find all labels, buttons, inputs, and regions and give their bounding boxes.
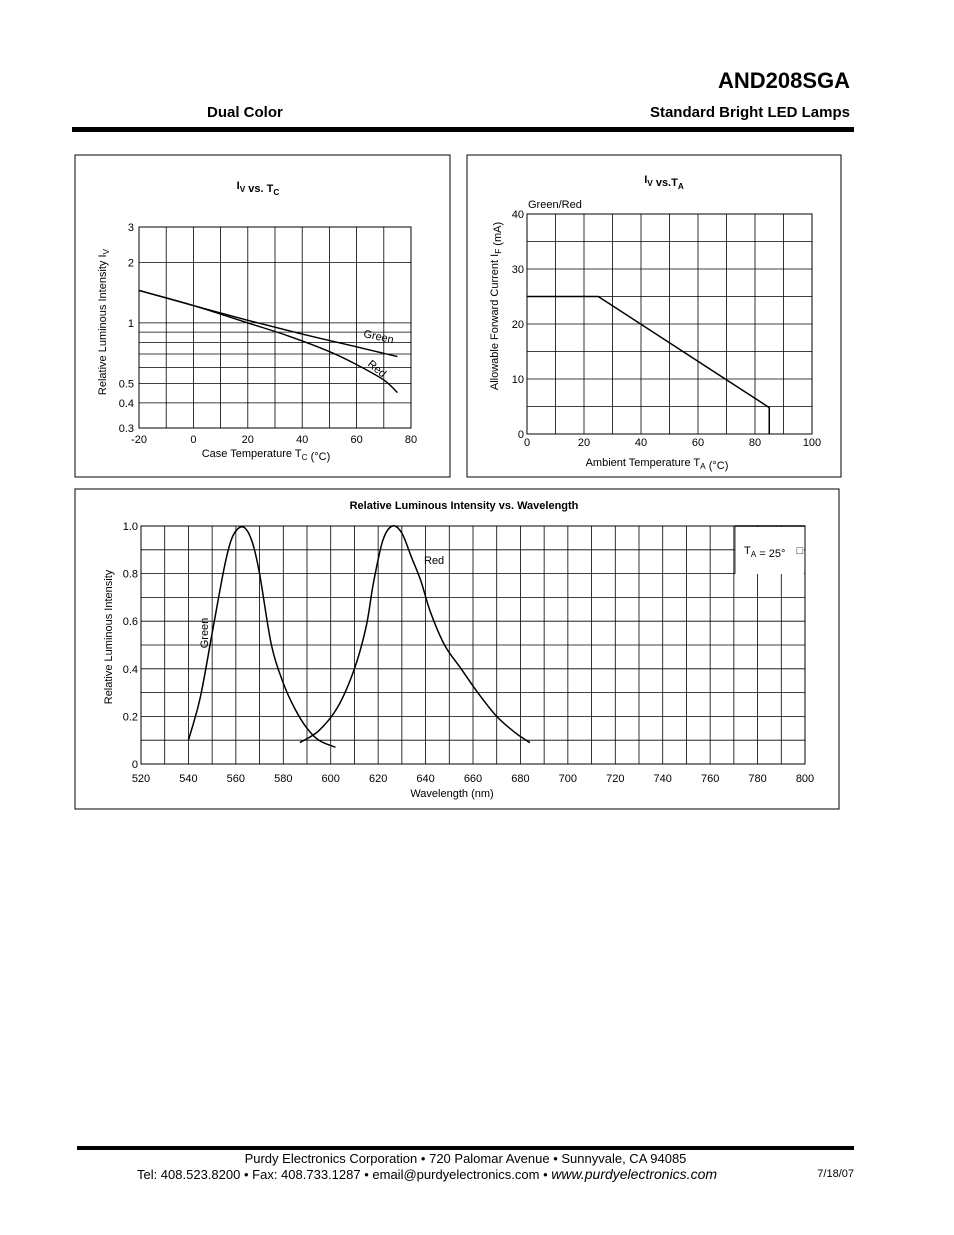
footer-company: Purdy Electronics Corporation: [244, 1151, 418, 1166]
footer-date: 7/18/07: [817, 1168, 854, 1180]
x-tick-label: -20: [131, 434, 147, 446]
y-tick-label: 2: [127, 257, 134, 270]
y-tick-label: 0.4: [122, 663, 138, 676]
x-tick-label: 680: [511, 773, 530, 785]
series-line-red: [139, 290, 397, 392]
y-tick-label: 0: [517, 429, 524, 441]
y-axis-label-sub: V: [102, 248, 111, 255]
chart-title: [237, 180, 280, 197]
chart-iv-vs-wavelength: [75, 489, 839, 809]
series-label-red: Red: [365, 358, 389, 381]
x-tick-label: 40: [634, 437, 648, 449]
footer-city: Sunnyvale, CA 94085: [561, 1151, 687, 1166]
x-axis-label-part: (°C): [307, 451, 331, 463]
y-axis-label: Relative Luminous Intensity: [103, 569, 115, 705]
footer-fax: Fax: 408.733.1287: [252, 1167, 361, 1182]
x-tick-label: 580: [274, 773, 293, 785]
x-tick-label: 80: [748, 437, 762, 449]
series-label-green-red: Green/Red: [528, 199, 582, 211]
chart-title-sub: V: [647, 179, 653, 188]
x-axis-label-part: Case Temperature T: [201, 448, 302, 460]
chart-title-sub: C: [273, 188, 280, 197]
x-tick-label: 780: [748, 773, 767, 785]
y-axis-label-part: (mA): [492, 221, 504, 249]
x-tick-label: 40: [296, 434, 309, 446]
y-axis-label: [489, 222, 504, 390]
annotation-temperature: [744, 545, 785, 560]
y-tick-label: 40: [511, 209, 524, 221]
chart-iv-vs-ta: [467, 155, 841, 477]
x-axis-label-part: Ambient Temperature T: [585, 457, 701, 469]
footer-line-2: [77, 1166, 777, 1182]
x-tick-label: 20: [577, 437, 591, 449]
x-tick-label: 560: [226, 773, 246, 785]
x-tick-label: 60: [691, 437, 705, 449]
chart-frame: [75, 489, 839, 809]
y-tick-label: 3: [127, 222, 134, 234]
x-tick-label: 720: [606, 773, 625, 785]
y-tick-label: 0: [131, 759, 138, 771]
x-tick-label: 600: [321, 773, 340, 785]
chart-title-part: I: [236, 180, 240, 192]
footer-separator: •: [543, 1167, 548, 1182]
x-tick-label: 700: [558, 773, 578, 785]
annotation-temperature-part: = 25°: [756, 548, 786, 560]
footer-separator: •: [553, 1151, 558, 1166]
footer-separator: •: [364, 1167, 369, 1182]
y-tick-label: 0.6: [122, 616, 138, 629]
footer-email[interactable]: email@purdyelectronics.com: [372, 1167, 540, 1182]
series-line-red: [300, 526, 530, 743]
x-tick-label: 800: [795, 773, 815, 785]
annotation-symbol: □: [796, 545, 804, 557]
y-tick-label: 0.3: [118, 423, 134, 435]
chart-title: [644, 174, 684, 191]
y-tick-label: 20: [511, 319, 524, 331]
x-axis-label: Wavelength (nm): [410, 788, 494, 800]
x-tick-label: 20: [241, 434, 254, 446]
series-label-red: Red: [424, 555, 445, 567]
y-tick-label: 0.4: [118, 397, 134, 410]
y-tick-label: 1: [127, 317, 134, 330]
series-line-green-red: [527, 297, 769, 435]
x-tick-label: 80: [404, 434, 418, 446]
footer-line-1: [77, 1151, 854, 1166]
y-tick-label: 0.8: [122, 568, 138, 581]
x-axis-label-sub: C: [301, 453, 308, 462]
y-tick-label: 0.5: [118, 378, 134, 391]
x-tick-label: 640: [416, 773, 435, 785]
footer-website-link[interactable]: www.purdyelectronics.com: [551, 1166, 718, 1182]
footer-address: 720 Palomar Avenue: [429, 1151, 550, 1166]
part-number: AND208SGA: [717, 68, 850, 93]
x-axis-label-part: (°C): [705, 460, 729, 472]
x-tick-label: 60: [350, 434, 363, 446]
y-axis-label-part: Relative Luminous Intensity I: [97, 254, 109, 396]
chart-title-part: vs. T: [245, 183, 274, 195]
footer-separator: •: [420, 1151, 426, 1166]
x-tick-label: 540: [179, 773, 198, 785]
chart-title-sub: A: [677, 182, 684, 191]
y-tick-label: 1.0: [122, 521, 138, 533]
y-axis-label-part: Allowable Forward Current I: [489, 253, 501, 391]
subtitle-right: Standard Bright LED Lamps: [649, 104, 850, 121]
footer-rule: [77, 1146, 854, 1150]
x-axis-label-sub: A: [700, 462, 706, 471]
y-tick-label: 10: [511, 374, 524, 386]
x-tick-label: 520: [131, 773, 151, 785]
series-label-green: Green: [199, 617, 211, 649]
y-tick-label: 0.2: [122, 711, 138, 724]
y-tick-label: 30: [511, 264, 524, 276]
y-axis-label: [97, 248, 111, 395]
subtitle-left: Dual Color: [207, 104, 283, 121]
x-axis-label: [202, 448, 331, 463]
x-tick-label: 740: [653, 773, 672, 785]
annotation-temperature-sub: A: [750, 550, 757, 559]
chart-title-part: I: [644, 174, 648, 186]
y-axis-label-sub: F: [494, 248, 503, 254]
x-tick-label: 0: [190, 434, 197, 446]
x-tick-label: 620: [368, 773, 388, 785]
chart-iv-vs-tc: [75, 155, 450, 477]
x-axis-label: [586, 457, 729, 472]
chart-title: Relative Luminous Intensity vs. Wavelength: [349, 500, 579, 512]
x-tick-label: 760: [700, 773, 720, 785]
series-label-green: Green: [362, 328, 395, 347]
footer-tel: Tel: 408.523.8200: [136, 1167, 241, 1182]
x-tick-label: 0: [523, 437, 531, 449]
chart-title-part: vs.T: [652, 177, 678, 189]
x-tick-label: 100: [802, 437, 822, 449]
chart-title-sub: V: [239, 185, 246, 194]
x-tick-label: 660: [463, 773, 483, 785]
footer-separator: •: [243, 1167, 249, 1182]
annotation-temperature-part: T: [744, 545, 751, 557]
